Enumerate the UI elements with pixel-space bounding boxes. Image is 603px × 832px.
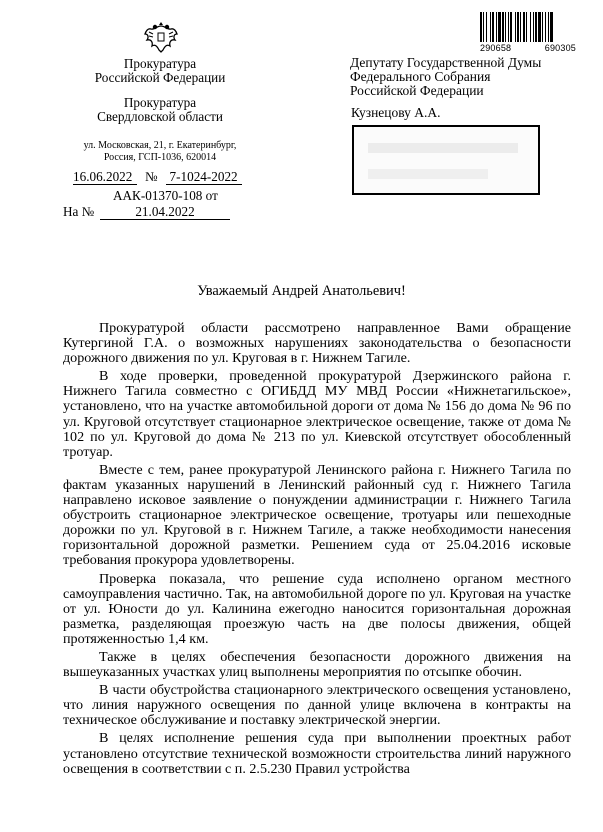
sender-dept-line2: Свердловской области [97,109,223,124]
sender-address-line2: Россия, ГСП-1036, 620014 [103,152,217,163]
barcode-bar [526,12,527,42]
addressee-line3: Российской Федерации [350,83,484,99]
registration-number-label: № [145,169,158,184]
registration-row [73,170,242,185]
paragraph-2: В ходе проверки, проведенной прокуратурой Дзержинского района г. Нижнего Тагила совместно с ОГИБДД МУ МВД России «Нижнетагильское», установлено, что на участке автомобильной дороги от дома № 156 до дома № 96 по ул. Круговой отсутствует стационарное электрическое освещение, также от дома № 102 по ул. Круговой до дома № 213 по ул. Киевской отсутствует обособленный тротуар. [63,368,571,460]
barcode-bar [486,12,487,42]
registration-date: 16.06.2022 [73,170,137,185]
barcode-bar [517,12,519,42]
barcode-right-number: 690305 [544,43,576,53]
sender-dept [70,96,250,124]
barcode-bar [492,12,494,42]
barcode-bar [535,12,537,42]
sender-org [70,57,250,85]
redacted-line [368,169,488,179]
barcode-left-number: 290658 [480,43,512,53]
letter-body [63,321,571,780]
paragraph-5: Также в целях обеспечения безопасности дорожного движения на вышеуказанных участках улиц выполнены мероприятия по отсыпке обочин. [63,648,571,681]
barcode-bar [496,12,497,42]
sender-org-line1: Прокуратура [123,56,197,71]
addressee-line1: Депутату Государственной Думы [350,55,542,70]
reference-number: ААК-01370-108 от [113,188,218,203]
barcode-bar [523,12,525,42]
addressee-line2: Федерального Собрания [350,69,491,85]
barcode-bar [520,12,521,42]
barcode-bar [548,12,549,42]
coat-of-arms-emblem-icon [143,20,179,54]
barcode-bar [483,12,484,42]
reference-label: На № [63,204,95,219]
barcode-bars [480,12,576,42]
barcode-bar [545,12,546,42]
registration-number: 7-1024-2022 [166,170,242,185]
greeting: Уважаемый Андрей Анатольевич! [197,283,406,299]
paragraph-3: Вместе с тем, ранее прокуратурой Ленинского района г. Нижнего Тагила по фактам указанных нарушений в Ленинский районный суд г. Нижнего Тагила направлено исковое заявление о понуждении администрации г. Нижнего Тагила обустроить стационарное электрическое освещение, тротуары или пешеходные дорожки по ул. Круговой в г. Нижнем Тагиле, а также необходимости нанесения горизонтальной дорожной разметки. Решением суда от 25.04.2016 исковые требования прокурора удовлетворены. [63,461,571,569]
paragraph-7: В целях исполнение решения суда при выполнении проектных работ установлено отсутствие технической возможности строительства линий наружного освещения в соответствии с п. 2.5.230 Правил устройства [63,730,571,777]
sender-address [60,140,260,164]
addressee-name: Кузнецову А.А. [351,105,441,120]
barcode-bar [498,12,501,42]
addressee-title [350,56,541,99]
sender-address-line1: ул. Московская, 21, г. Екатеринбург, [83,140,237,151]
barcode-bar [538,12,541,42]
reference-date: 21.04.2022 [100,205,230,220]
barcode-bar [502,12,504,42]
barcode-bar [510,12,512,42]
redacted-line [368,143,518,153]
barcode-bar [530,12,531,42]
barcode-bar [550,12,553,42]
barcode-bar [515,12,516,42]
paragraph-4: Проверка показала, что решение суда исполнено органом местного самоуправления частично. Так, на автомобильной дороге по ул. Круговая на участке от ул. Юности до ул. Калинина ежегодно наносится горизонтальная дорожная разметка, разделяющая проезжую часть на две полосы движения, общей протяженностью 1,4 км. [63,570,571,647]
barcode-bar [490,12,491,42]
barcode-bar [542,12,543,42]
barcode-bar [533,12,534,42]
paragraph-6: В части обустройства стационарного электрического освещения установлено, что линия наружного освещения по данной улице включена в контракты на техническое обслуживание и поставку электрической энергии. [63,682,571,729]
barcode-bar [480,12,482,42]
barcode [480,12,580,54]
redacted-address-box [352,125,540,195]
sender-org-line2: Российской Федерации [94,70,226,85]
barcode-bar [508,12,509,42]
barcode-bar [505,12,506,42]
sender-dept-line1: Прокуратура [123,95,197,110]
paragraph-1: Прокуратурой области рассмотрено направленное Вами обращение Кутергиной Г.А. о возможных нарушениях законодательства о безопасности дорожного движения по ул. Круговая в г. Нижнем Тагиле. [63,320,571,367]
reference-date-wrap [100,205,230,220]
